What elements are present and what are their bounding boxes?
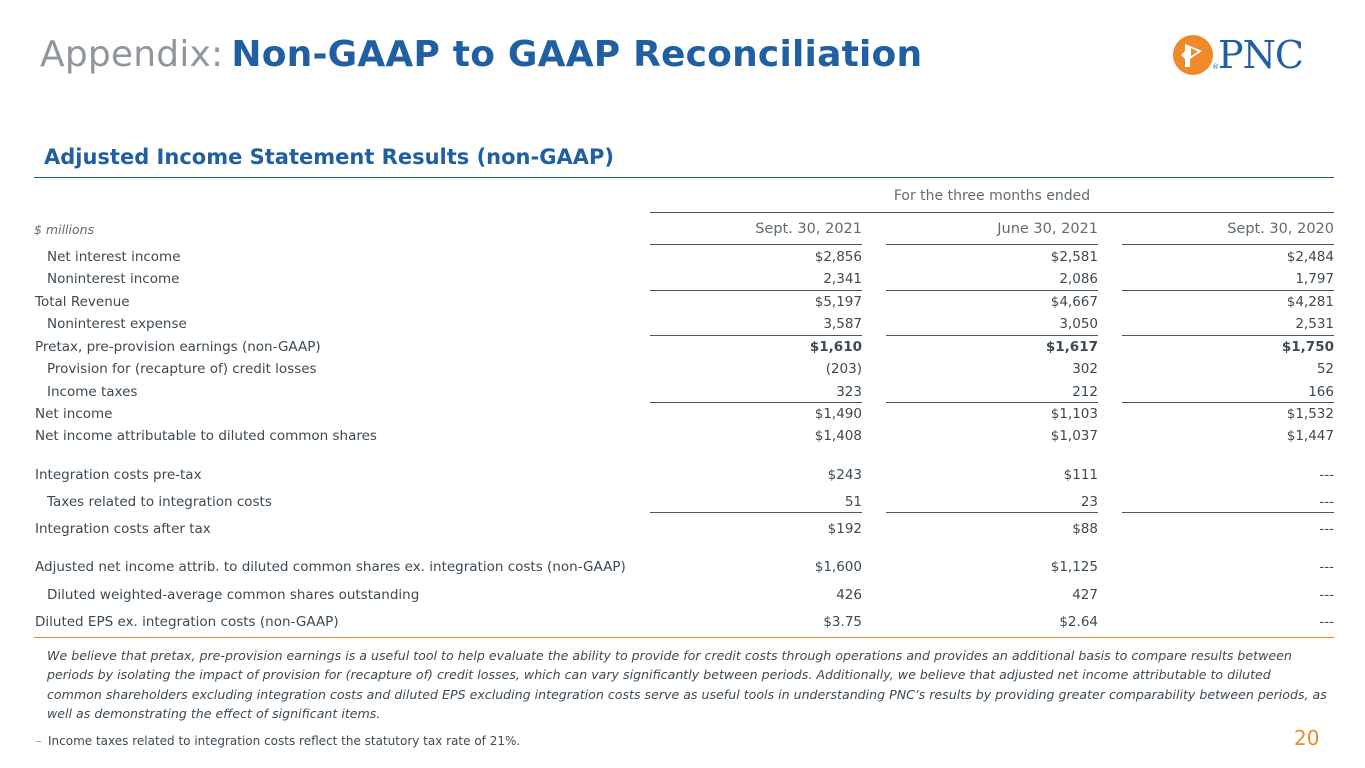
subtotal-rule	[650, 512, 862, 513]
row-label: Total Revenue	[35, 294, 130, 310]
row-label: Pretax, pre-provision earnings (non-GAAP)	[35, 339, 321, 355]
pnc-logo-text: PNC	[1218, 33, 1303, 77]
cell-value: 23	[1080, 494, 1098, 510]
column-rule	[1122, 244, 1334, 245]
table-row	[0, 614, 1365, 636]
subtotal-rule	[886, 402, 1098, 403]
column-header-june-2021: June 30, 2021	[997, 221, 1098, 237]
registered-mark: ®	[1212, 63, 1219, 71]
cell-value: 427	[1072, 587, 1098, 603]
cell-value: $4,667	[1050, 294, 1098, 310]
row-label: Integration costs pre-tax	[35, 467, 202, 483]
subtotal-rule	[650, 335, 862, 336]
subtotal-rule	[886, 290, 1098, 291]
explanatory-note: We believe that pretax, pre-provision earnings is a useful tool to help evaluate the ability to provide for credit costs through operations and provides an additional basis to compare results between periods by isolating the impact of provision for (recapture of) credit losses, which can vary significantly between periods. Additionally, we believe that adjusted net income attributable to diluted common shareholders excluding integration costs and diluted EPS excluding integration costs serve as useful tools in understanding PNC’s results by providing greater comparability between periods, as well as demonstrating the effect of significant items.	[47, 648, 1327, 721]
pnc-logo-icon	[1172, 34, 1214, 76]
row-label: Diluted EPS ex. integration costs (non-GAAP)	[35, 614, 339, 630]
cell-value: $1,490	[814, 406, 862, 422]
cell-value: 302	[1072, 361, 1098, 377]
page-number: 20	[1294, 726, 1320, 750]
footnote	[36, 734, 520, 748]
row-label: Noninterest income	[47, 271, 180, 287]
row-label: Income taxes	[47, 384, 138, 400]
column-header-sept-2020: Sept. 30, 2020	[1227, 221, 1334, 237]
row-label: Net income attributable to diluted common shares	[35, 428, 377, 444]
cell-value: $88	[1072, 521, 1098, 537]
cell-value: $1,125	[1050, 559, 1098, 575]
cell-value: 2,341	[823, 271, 862, 287]
table-row	[0, 428, 1365, 450]
cell-value: $2,484	[1286, 249, 1334, 265]
column-rule	[886, 244, 1098, 245]
row-label: Net interest income	[47, 249, 181, 265]
cell-value: $111	[1063, 467, 1098, 483]
cell-value: ---	[1319, 467, 1334, 483]
cell-value: $5,197	[814, 294, 862, 310]
cell-value: $4,281	[1286, 294, 1334, 310]
cell-value: $1,750	[1281, 339, 1334, 355]
footnote-text: Income taxes related to integration costs reflect the statutory tax rate of 21%.	[48, 734, 521, 748]
cell-value: $2.64	[1059, 614, 1098, 630]
cell-value: $192	[827, 521, 862, 537]
table-row	[0, 467, 1365, 489]
row-label: Net income	[35, 406, 113, 422]
table-row	[0, 559, 1365, 581]
units-label: $ millions	[34, 222, 95, 237]
cell-value: $3.75	[823, 614, 862, 630]
cell-value: 3,587	[823, 316, 862, 332]
cell-value: 323	[836, 384, 862, 400]
title-prefix: Appendix:	[40, 34, 224, 75]
title-main: Non-GAAP to GAAP Reconciliation	[231, 34, 923, 75]
row-label: Diluted weighted-average common shares outstanding	[47, 587, 420, 603]
pnc-logo	[1172, 32, 1332, 78]
subtotal-rule	[1122, 290, 1334, 291]
period-header: For the three months ended	[893, 188, 1091, 204]
cell-value: ---	[1319, 587, 1334, 603]
cell-value: ---	[1319, 494, 1334, 510]
cell-value: $1,600	[814, 559, 862, 575]
table-row	[0, 249, 1365, 271]
note-divider	[34, 637, 1334, 638]
row-label: Adjusted net income attrib. to diluted common shares ex. integration costs (non-GAAP)	[35, 559, 626, 575]
cell-value: $2,856	[814, 249, 862, 265]
table-row	[0, 339, 1365, 361]
cell-value: ---	[1319, 521, 1334, 537]
cell-value: $243	[827, 467, 862, 483]
cell-value: $1,617	[1045, 339, 1098, 355]
cell-value: $1,447	[1286, 428, 1334, 444]
cell-value: $1,103	[1050, 406, 1098, 422]
subtotal-rule	[1122, 512, 1334, 513]
table-row	[0, 521, 1365, 543]
cell-value: ---	[1319, 614, 1334, 630]
column-rule	[650, 244, 862, 245]
cell-value: $1,532	[1286, 406, 1334, 422]
table-row	[0, 587, 1365, 609]
cell-value: 1,797	[1295, 271, 1334, 287]
cell-value: 2,086	[1059, 271, 1098, 287]
cell-value: ---	[1319, 559, 1334, 575]
cell-value: 212	[1072, 384, 1098, 400]
cell-value: $1,408	[814, 428, 862, 444]
row-label: Noninterest expense	[47, 316, 187, 332]
table-row	[0, 294, 1365, 316]
cell-value: (203)	[825, 361, 862, 377]
subtotal-rule	[650, 402, 862, 403]
cell-value: 52	[1316, 361, 1334, 377]
cell-value: 2,531	[1295, 316, 1334, 332]
row-label: Provision for (recapture of) credit losses	[47, 361, 317, 377]
page-title	[40, 34, 922, 75]
cell-value: $2,581	[1050, 249, 1098, 265]
section-divider	[34, 177, 1334, 178]
cell-value: $1,037	[1050, 428, 1098, 444]
cell-value: 426	[836, 587, 862, 603]
subtotal-rule	[1122, 402, 1334, 403]
subtotal-rule	[650, 290, 862, 291]
table-row	[0, 361, 1365, 383]
table-row	[0, 406, 1365, 428]
row-label: Taxes related to integration costs	[47, 494, 272, 510]
row-label: Integration costs after tax	[35, 521, 211, 537]
subtotal-rule	[886, 512, 1098, 513]
footnote-dash: –	[36, 734, 42, 748]
column-header-sept-2021: Sept. 30, 2021	[755, 221, 862, 237]
cell-value: 3,050	[1059, 316, 1098, 332]
cell-value: 51	[844, 494, 862, 510]
cell-value: $1,610	[809, 339, 862, 355]
section-title: Adjusted Income Statement Results (non-GAAP)	[44, 145, 614, 169]
subtotal-rule	[886, 335, 1098, 336]
subtotal-rule	[1122, 335, 1334, 336]
cell-value: 166	[1308, 384, 1334, 400]
period-header-rule	[650, 212, 1334, 213]
